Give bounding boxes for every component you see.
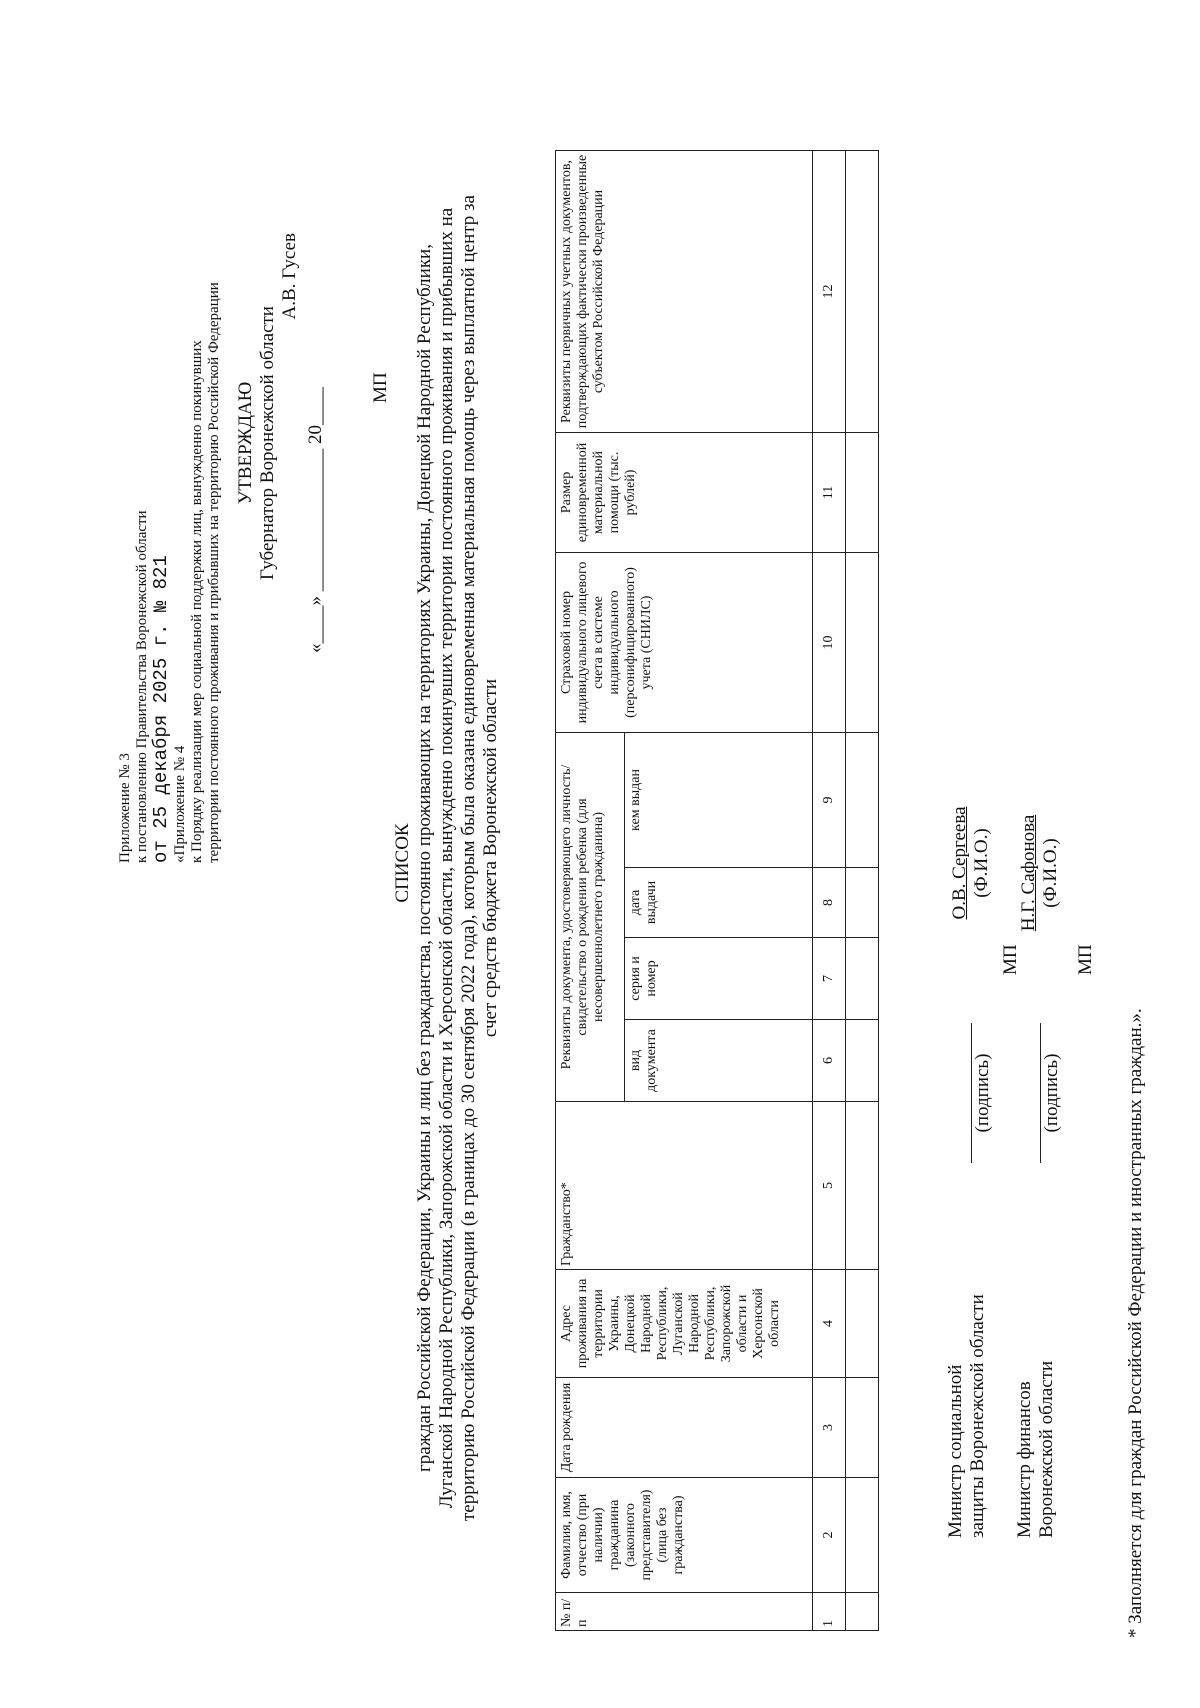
col-num-1: 1: [813, 1593, 846, 1631]
header-accounting-docs: Реквизиты первичных учетных документов, подтверждающих фактически произведенные субъектом Российской Федерации: [556, 151, 813, 433]
footnote: * Заполняется для граждан Российской Федерации и иностранных граждан.».: [1125, 1008, 1146, 1638]
empty-cell: [846, 733, 879, 868]
header-birth-date: Дата рождения: [556, 1378, 813, 1478]
empty-cell: [846, 433, 879, 553]
table-header-row: [556, 151, 625, 1631]
header-document: Реквизиты документа, удостоверяющего личность/свидетельство о рождении ребенка (для несовершеннолетнего гражданина): [556, 733, 625, 1102]
empty-cell: [846, 938, 879, 1020]
empty-cell: [846, 1378, 879, 1478]
header-fio: Фамилия, имя, отчество (при наличии) гражданина (законного представителя) (лица без гражданства): [556, 1478, 813, 1593]
approve-date-line: «____» _______________ 20____: [305, 387, 326, 653]
list-desc-line-4: счет средств бюджета Воронежской области: [480, 678, 501, 1038]
empty-cell: [846, 151, 879, 433]
fio-label-1: (Ф.И.О.): [971, 828, 992, 898]
appendix-4-title: «Приложение № 4: [172, 745, 188, 863]
list-desc-line-2: Луганской Народной Республики, Запорожской области и Херсонской области, вынужденно покинувших территории постоянного проживания и прибывших на: [436, 207, 457, 1509]
list-description: [414, 78, 502, 1638]
column-number-row: [813, 151, 846, 1631]
approve-title: УТВЕРЖДАЮ: [235, 381, 256, 505]
header-address: Адрес проживания на территории Украины, Донецкой Народной Республики, Луганской Народной Республики, Запорожской области и Херсонской области: [556, 1270, 813, 1378]
signature-label-1: (подпись): [972, 1053, 993, 1133]
header-aid-amount: Размер единовременной материальной помощи (тыс. рублей): [556, 433, 813, 553]
name-field-1: [949, 778, 993, 948]
signature-field-1: [971, 1023, 994, 1163]
minister-finance-line-1: Министр финансов: [1014, 1381, 1035, 1538]
list-desc-line-1: граждан Российской Федерации, Украины и лиц без гражданства, постоянно проживающих на территориях Украины, Донецкой Народной Республики,: [414, 244, 435, 1472]
col-num-9: 9: [813, 733, 846, 868]
minister-social-title: [945, 1294, 989, 1538]
col-num-7: 7: [813, 938, 846, 1020]
col-num-6: 6: [813, 1020, 846, 1102]
empty-cell: [846, 1102, 879, 1270]
header-doc-type: вид документа: [625, 1020, 813, 1102]
appendix-header: [117, 43, 223, 863]
appendix-number: Приложение № 3: [117, 753, 133, 863]
header-doc-series: серия и номер: [625, 938, 813, 1020]
minister-social-line-1: Министр социальной: [945, 1364, 966, 1538]
empty-cell: [846, 868, 879, 938]
procedure-reference: к Порядку реализации мер социальной поддержки лиц, вынужденно покинувших: [189, 340, 205, 863]
stamp-1: МП: [1000, 944, 1021, 975]
col-num-8: 8: [813, 868, 846, 938]
table-row: [846, 151, 879, 1631]
header-citizenship: Гражданство*: [556, 1102, 813, 1270]
stamp-2: МП: [1075, 944, 1096, 975]
minister-finance-line-2: Воронежской области: [1036, 1360, 1057, 1538]
recipients-table: [555, 150, 879, 1631]
empty-cell: [846, 1270, 879, 1378]
empty-cell: [846, 1478, 879, 1593]
approve-position: Губернатор Воронежской области: [257, 306, 278, 580]
col-num-3: 3: [813, 1378, 846, 1478]
col-num-5: 5: [813, 1102, 846, 1270]
header-snils: Страховой номер индивидуального лицевого счета в системе индивидуального (персонифицированного) учета (СНИЛС): [556, 553, 813, 733]
col-num-12: 12: [813, 151, 846, 433]
col-num-2: 2: [813, 1478, 846, 1593]
fio-label-2: (Ф.И.О.): [1040, 838, 1061, 908]
minister-finance-title: [1014, 1361, 1058, 1538]
name-field-2: [1018, 778, 1062, 968]
list-title: СПИСОК: [392, 823, 413, 903]
minister-social-name: О.В. Сергеева: [949, 806, 970, 920]
minister-finance-name: Н.Г. Сафонова: [1018, 814, 1039, 932]
header-num: № п/п: [556, 1593, 813, 1631]
approve-name: А.В. Гусев: [279, 233, 300, 320]
col-num-11: 11: [813, 433, 846, 553]
empty-cell: [846, 553, 879, 733]
list-desc-line-3: территорию Российской Федерации (в границах до 30 сентября 2022 года), которым была оказана единовременная материальная помощь через выплатной центр за: [458, 195, 479, 1521]
col-num-4: 4: [813, 1270, 846, 1378]
empty-cell: [846, 1593, 879, 1631]
procedure-reference-cont: территории постоянного проживания и прибывших на территорию Российской Федерации: [206, 282, 222, 863]
minister-social-line-2: защиты Воронежской области: [967, 1294, 988, 1538]
decree-reference: к постановлению Правительства Воронежской области: [134, 510, 150, 863]
approve-stamp: МП: [370, 372, 391, 403]
header-doc-issuer: кем выдан: [625, 733, 813, 868]
signature-field-2: [1040, 1023, 1063, 1163]
signature-label-2: (подпись): [1041, 1053, 1062, 1133]
decree-date-number: от 25 декабря 2025 г. № 821: [150, 555, 172, 863]
empty-cell: [846, 1020, 879, 1102]
approval-block: [235, 233, 327, 653]
header-doc-date: дата выдачи: [625, 868, 813, 938]
col-num-10: 10: [813, 553, 846, 733]
